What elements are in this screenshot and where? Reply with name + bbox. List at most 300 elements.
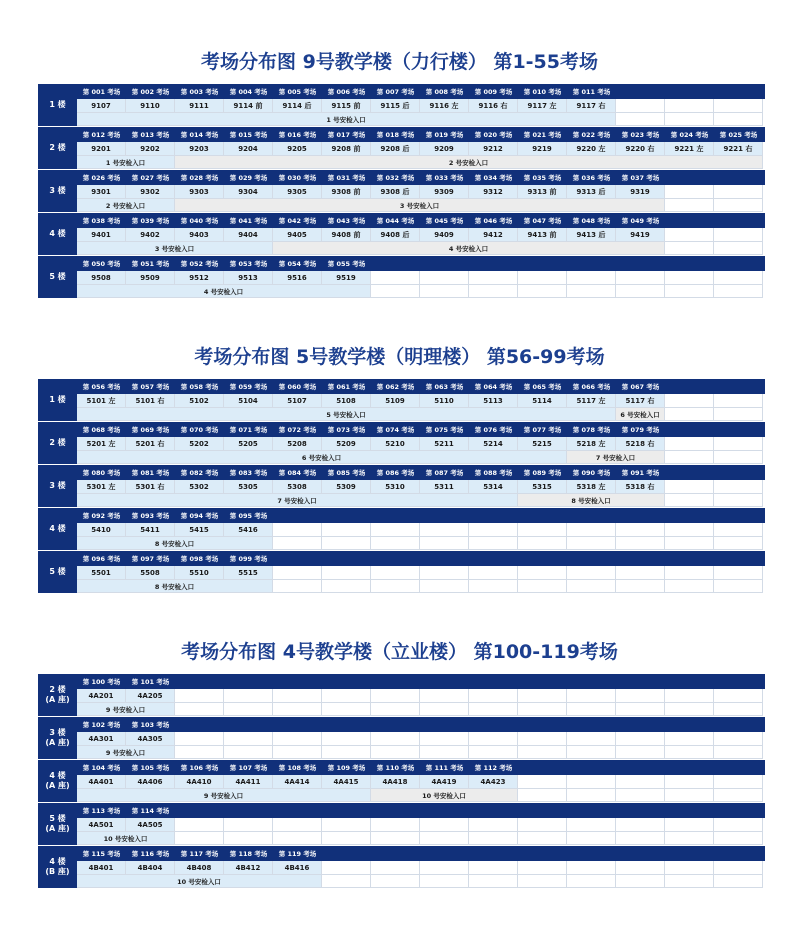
empty-cell	[371, 732, 420, 746]
exam-room-header: 第 002 考场	[131, 88, 170, 96]
classroom-number: 9302	[126, 185, 175, 199]
empty-cell	[518, 285, 567, 298]
exam-room-header: 第 103 考场	[131, 721, 170, 729]
exam-room-header: 第 043 考场	[327, 217, 366, 225]
floor-block	[38, 127, 765, 170]
floor-block	[38, 422, 765, 465]
exam-room-header: 第 096 考场	[82, 555, 121, 563]
room-header-row	[77, 508, 765, 523]
classroom-number: 5416	[224, 523, 273, 537]
empty-cell	[714, 99, 763, 113]
empty-cell	[567, 732, 616, 746]
exam-room-header: 第 056 考场	[82, 383, 121, 391]
empty-cell	[714, 832, 763, 845]
empty-cell	[665, 437, 714, 451]
exam-room-header: 第 105 考场	[131, 764, 170, 772]
entrance-row	[77, 537, 765, 550]
empty-cell	[420, 285, 469, 298]
exam-room-header: 第 011 考场	[572, 88, 611, 96]
exam-room-header: 第 076 考场	[474, 426, 513, 434]
empty-cell	[714, 437, 763, 451]
room-number-row	[77, 566, 765, 580]
classroom-number: 5109	[371, 394, 420, 408]
classroom-number: 5114	[518, 394, 567, 408]
classroom-number: 5205	[224, 437, 273, 451]
exam-room-header: 第 085 考场	[327, 469, 366, 477]
section-3	[0, 638, 799, 889]
empty-cell	[420, 689, 469, 703]
room-number-row	[77, 732, 765, 746]
empty-cell	[714, 875, 763, 888]
entrance-row	[77, 832, 765, 845]
empty-cell	[371, 875, 420, 888]
empty-cell	[616, 113, 665, 126]
classroom-number: 5501	[77, 566, 126, 580]
empty-cell	[322, 580, 371, 593]
room-number-row	[77, 818, 765, 832]
empty-cell	[714, 537, 763, 550]
empty-header-cell	[224, 674, 273, 689]
classroom-number: 5211	[420, 437, 469, 451]
empty-cell	[371, 861, 420, 875]
floor-label: 4 楼 (A 座)	[38, 760, 77, 803]
exam-room-header: 第 068 考场	[82, 426, 121, 434]
empty-cell	[567, 789, 616, 802]
empty-cell	[469, 523, 518, 537]
classroom-number: 5308	[273, 480, 322, 494]
empty-header-cell	[616, 551, 665, 566]
empty-cell	[518, 523, 567, 537]
empty-cell	[175, 818, 224, 832]
floor-label: 4 楼 (B 座)	[38, 846, 77, 889]
empty-cell	[224, 832, 273, 845]
empty-cell	[420, 818, 469, 832]
exam-room-header: 第 016 考场	[278, 131, 317, 139]
room-header-row	[77, 170, 765, 185]
empty-cell	[175, 703, 224, 716]
exam-room-header: 第 062 考场	[376, 383, 415, 391]
classroom-number: 4A423	[469, 775, 518, 789]
empty-cell	[714, 689, 763, 703]
empty-header-cell	[420, 717, 469, 732]
empty-cell	[322, 523, 371, 537]
exam-room-header: 第 045 考场	[425, 217, 464, 225]
room-number-row	[77, 523, 765, 537]
section-title: 考场分布图 4号教学楼（立业楼） 第100-119考场	[181, 641, 618, 663]
empty-cell	[665, 832, 714, 845]
empty-cell	[371, 537, 420, 550]
empty-cell	[224, 818, 273, 832]
exam-room-header: 第 048 考场	[572, 217, 611, 225]
floor-grid	[38, 84, 765, 299]
empty-header-cell	[616, 84, 665, 99]
empty-cell	[714, 113, 763, 126]
room-header-row	[77, 760, 765, 775]
empty-header-cell	[714, 674, 763, 689]
exam-room-header: 第 087 考场	[425, 469, 464, 477]
empty-cell	[616, 861, 665, 875]
classroom-number: 5201 左	[77, 437, 126, 451]
classroom-number: 9204	[224, 142, 273, 156]
floor-label: 3 楼 (A 座)	[38, 717, 77, 760]
floor-label: 5 楼 (A 座)	[38, 803, 77, 846]
exam-room-header: 第 012 考场	[82, 131, 121, 139]
classroom-number: 5104	[224, 394, 273, 408]
classroom-number: 5201 右	[126, 437, 175, 451]
empty-cell	[714, 199, 763, 212]
empty-cell	[273, 537, 322, 550]
security-entrance-label: 7 号安检入口	[567, 451, 665, 464]
classroom-number: 5202	[175, 437, 224, 451]
empty-cell	[665, 408, 714, 421]
empty-header-cell	[273, 508, 322, 523]
exam-room-header: 第 117 考场	[180, 850, 219, 858]
entrance-row	[77, 113, 765, 126]
entrance-row	[77, 242, 765, 255]
empty-cell	[175, 689, 224, 703]
floor-block	[38, 717, 765, 760]
empty-cell	[273, 523, 322, 537]
empty-cell	[420, 580, 469, 593]
classroom-number: 5318 右	[616, 480, 665, 494]
floor-label: 5 楼	[38, 551, 77, 594]
empty-cell	[420, 832, 469, 845]
exam-room-header: 第 107 考场	[229, 764, 268, 772]
exam-room-header: 第 030 考场	[278, 174, 317, 182]
floor-label: 2 楼	[38, 127, 77, 170]
empty-cell	[714, 408, 763, 421]
empty-cell	[518, 580, 567, 593]
empty-header-cell	[714, 760, 763, 775]
exam-room-header: 第 084 考场	[278, 469, 317, 477]
empty-cell	[420, 703, 469, 716]
classroom-number: 9313 后	[567, 185, 616, 199]
empty-header-cell	[567, 846, 616, 861]
empty-cell	[665, 113, 714, 126]
section-1	[0, 48, 799, 299]
security-entrance-label: 8 号安检入口	[77, 580, 273, 593]
empty-cell	[567, 523, 616, 537]
empty-header-cell	[616, 508, 665, 523]
classroom-number: 5309	[322, 480, 371, 494]
empty-cell	[469, 861, 518, 875]
empty-cell	[567, 271, 616, 285]
classroom-number: 4A406	[126, 775, 175, 789]
empty-cell	[665, 703, 714, 716]
empty-header-cell	[420, 256, 469, 271]
empty-cell	[322, 818, 371, 832]
room-header-row	[77, 213, 765, 228]
empty-header-cell	[273, 717, 322, 732]
empty-cell	[469, 746, 518, 759]
floor-label: 1 楼	[38, 84, 77, 127]
empty-cell	[616, 271, 665, 285]
exam-room-header: 第 015 考场	[229, 131, 268, 139]
classroom-number: 4B404	[126, 861, 175, 875]
exam-room-header: 第 115 考场	[82, 850, 121, 858]
classroom-number: 9412	[469, 228, 518, 242]
empty-cell	[273, 746, 322, 759]
empty-cell	[224, 746, 273, 759]
room-header-row	[77, 551, 765, 566]
empty-header-cell	[616, 760, 665, 775]
classroom-number: 4B408	[175, 861, 224, 875]
room-header-row	[77, 422, 765, 437]
exam-room-header: 第 071 考场	[229, 426, 268, 434]
classroom-number: 9212	[469, 142, 518, 156]
empty-header-cell	[714, 717, 763, 732]
empty-header-cell	[518, 717, 567, 732]
exam-room-header: 第 029 考场	[229, 174, 268, 182]
classroom-number: 5208	[273, 437, 322, 451]
classroom-number: 5215	[518, 437, 567, 451]
empty-cell	[714, 566, 763, 580]
empty-header-cell	[322, 846, 371, 861]
empty-cell	[224, 732, 273, 746]
exam-room-header: 第 108 考场	[278, 764, 317, 772]
classroom-number: 9404	[224, 228, 273, 242]
empty-cell	[518, 789, 567, 802]
empty-header-cell	[322, 551, 371, 566]
empty-header-cell	[469, 846, 518, 861]
security-entrance-label: 2 号安检入口	[77, 199, 175, 212]
empty-header-cell	[714, 551, 763, 566]
classroom-number: 4B416	[273, 861, 322, 875]
empty-cell	[469, 537, 518, 550]
empty-cell	[371, 523, 420, 537]
classroom-number: 4B412	[224, 861, 273, 875]
floor-block	[38, 803, 765, 846]
empty-cell	[273, 732, 322, 746]
floor-label: 5 楼	[38, 256, 77, 299]
empty-cell	[714, 580, 763, 593]
empty-cell	[665, 875, 714, 888]
security-entrance-label: 1 号安检入口	[77, 156, 175, 169]
classroom-number: 9208 前	[322, 142, 371, 156]
empty-header-cell	[371, 551, 420, 566]
exam-room-header: 第 044 考场	[376, 217, 415, 225]
empty-cell	[714, 703, 763, 716]
empty-header-cell	[616, 256, 665, 271]
classroom-number: 9419	[616, 228, 665, 242]
classroom-number: 4A205	[126, 689, 175, 703]
exam-room-header: 第 047 考场	[523, 217, 562, 225]
exam-room-header: 第 026 考场	[82, 174, 121, 182]
exam-room-header: 第 111 考场	[425, 764, 464, 772]
empty-cell	[665, 99, 714, 113]
empty-cell	[469, 732, 518, 746]
empty-header-cell	[469, 551, 518, 566]
security-entrance-label: 3 号安检入口	[175, 199, 665, 212]
classroom-number: 9116 左	[420, 99, 469, 113]
exam-room-header: 第 039 考场	[131, 217, 170, 225]
exam-room-header: 第 067 考场	[621, 383, 660, 391]
exam-room-header: 第 052 考场	[180, 260, 219, 268]
empty-header-cell	[371, 508, 420, 523]
empty-cell	[273, 832, 322, 845]
exam-room-header: 第 020 考场	[474, 131, 513, 139]
classroom-number: 9519	[322, 271, 371, 285]
exam-room-header: 第 101 考场	[131, 678, 170, 686]
classroom-number: 5515	[224, 566, 273, 580]
empty-cell	[665, 394, 714, 408]
section-2	[0, 343, 799, 594]
exam-room-header: 第 019 考场	[425, 131, 464, 139]
empty-cell	[420, 566, 469, 580]
empty-cell	[665, 775, 714, 789]
empty-cell	[714, 789, 763, 802]
empty-header-cell	[714, 846, 763, 861]
empty-header-cell	[518, 803, 567, 818]
security-entrance-label: 6 号安检入口	[616, 408, 665, 421]
empty-cell	[665, 271, 714, 285]
empty-header-cell	[616, 803, 665, 818]
classroom-number: 5318 左	[567, 480, 616, 494]
empty-header-cell	[518, 256, 567, 271]
classroom-number: 5415	[175, 523, 224, 537]
classroom-number: 5510	[175, 566, 224, 580]
security-entrance-label: 8 号安检入口	[77, 537, 273, 550]
classroom-number: 9201	[77, 142, 126, 156]
empty-header-cell	[371, 674, 420, 689]
exam-room-header: 第 040 考场	[180, 217, 219, 225]
empty-header-cell	[714, 170, 763, 185]
exam-room-header: 第 083 考场	[229, 469, 268, 477]
empty-cell	[420, 537, 469, 550]
empty-cell	[420, 746, 469, 759]
empty-header-cell	[714, 465, 763, 480]
floor-block	[38, 256, 765, 299]
security-entrance-label: 4 号安检入口	[77, 285, 371, 298]
empty-header-cell	[420, 846, 469, 861]
empty-cell	[665, 789, 714, 802]
exam-room-header: 第 051 考场	[131, 260, 170, 268]
empty-header-cell	[665, 256, 714, 271]
empty-cell	[518, 271, 567, 285]
empty-cell	[665, 185, 714, 199]
section-title: 考场分布图 9号教学楼（力行楼） 第1-55考场	[201, 51, 598, 73]
empty-header-cell	[175, 717, 224, 732]
room-header-row	[77, 256, 765, 271]
room-header-row	[77, 717, 765, 732]
empty-cell	[714, 523, 763, 537]
floor-block	[38, 213, 765, 256]
exam-room-header: 第 116 考场	[131, 850, 170, 858]
empty-cell	[322, 861, 371, 875]
classroom-number: 9408 前	[322, 228, 371, 242]
empty-header-cell	[322, 508, 371, 523]
empty-cell	[616, 818, 665, 832]
empty-cell	[518, 537, 567, 550]
classroom-number: 5102	[175, 394, 224, 408]
exam-room-header: 第 041 考场	[229, 217, 268, 225]
empty-header-cell	[665, 717, 714, 732]
classroom-number: 9220 左	[567, 142, 616, 156]
exam-room-header: 第 023 考场	[621, 131, 660, 139]
security-entrance-label: 8 号安检入口	[518, 494, 665, 507]
empty-cell	[420, 271, 469, 285]
exam-room-header: 第 059 考场	[229, 383, 268, 391]
empty-cell	[518, 689, 567, 703]
exam-room-header: 第 037 考场	[621, 174, 660, 182]
floor-label: 3 楼	[38, 170, 77, 213]
security-entrance-label: 3 号安检入口	[77, 242, 273, 255]
classroom-number: 4B401	[77, 861, 126, 875]
classroom-number: 9116 右	[469, 99, 518, 113]
exam-room-header: 第 005 考场	[278, 88, 317, 96]
empty-header-cell	[420, 674, 469, 689]
exam-room-header: 第 091 考场	[621, 469, 660, 477]
empty-header-cell	[518, 508, 567, 523]
empty-header-cell	[665, 465, 714, 480]
exam-room-header: 第 114 考场	[131, 807, 170, 815]
empty-header-cell	[322, 803, 371, 818]
room-header-row	[77, 846, 765, 861]
exam-room-header: 第 066 考场	[572, 383, 611, 391]
security-entrance-label: 9 号安检入口	[77, 789, 371, 802]
classroom-number: 9312	[469, 185, 518, 199]
exam-room-header: 第 110 考场	[376, 764, 415, 772]
classroom-number: 9205	[273, 142, 322, 156]
exam-room-header: 第 042 考场	[278, 217, 317, 225]
room-number-row	[77, 394, 765, 408]
exam-room-header: 第 063 考场	[425, 383, 464, 391]
empty-cell	[518, 703, 567, 716]
empty-header-cell	[518, 760, 567, 775]
floor-label: 4 楼	[38, 213, 77, 256]
empty-cell	[714, 185, 763, 199]
empty-cell	[714, 394, 763, 408]
entrance-row	[77, 408, 765, 421]
classroom-number: 4A301	[77, 732, 126, 746]
entrance-row	[77, 156, 765, 169]
classroom-number: 9303	[175, 185, 224, 199]
classroom-number: 5310	[371, 480, 420, 494]
exam-room-header: 第 035 考场	[523, 174, 562, 182]
exam-room-header: 第 006 考场	[327, 88, 366, 96]
classroom-number: 9409	[420, 228, 469, 242]
exam-room-header: 第 069 考场	[131, 426, 170, 434]
empty-cell	[175, 732, 224, 746]
classroom-number: 5117 右	[616, 394, 665, 408]
empty-cell	[322, 537, 371, 550]
floor-block	[38, 379, 765, 422]
classroom-number: 9111	[175, 99, 224, 113]
classroom-number: 9115 后	[371, 99, 420, 113]
room-header-row	[77, 127, 765, 142]
floor-label: 4 楼	[38, 508, 77, 551]
exam-room-header: 第 073 考场	[327, 426, 366, 434]
exam-room-header: 第 090 考场	[572, 469, 611, 477]
floor-block	[38, 846, 765, 889]
classroom-number: 5508	[126, 566, 175, 580]
empty-cell	[469, 818, 518, 832]
exam-room-header: 第 075 考场	[425, 426, 464, 434]
empty-cell	[469, 689, 518, 703]
floor-label: 2 楼 (A 座)	[38, 674, 77, 717]
exam-room-header: 第 077 考场	[523, 426, 562, 434]
empty-header-cell	[714, 508, 763, 523]
empty-cell	[273, 580, 322, 593]
exam-room-header: 第 093 考场	[131, 512, 170, 520]
exam-room-header: 第 008 考场	[425, 88, 464, 96]
classroom-number: 5110	[420, 394, 469, 408]
classroom-number: 5411	[126, 523, 175, 537]
classroom-number: 5314	[469, 480, 518, 494]
empty-cell	[371, 271, 420, 285]
room-number-row	[77, 185, 765, 199]
exam-room-header: 第 074 考场	[376, 426, 415, 434]
